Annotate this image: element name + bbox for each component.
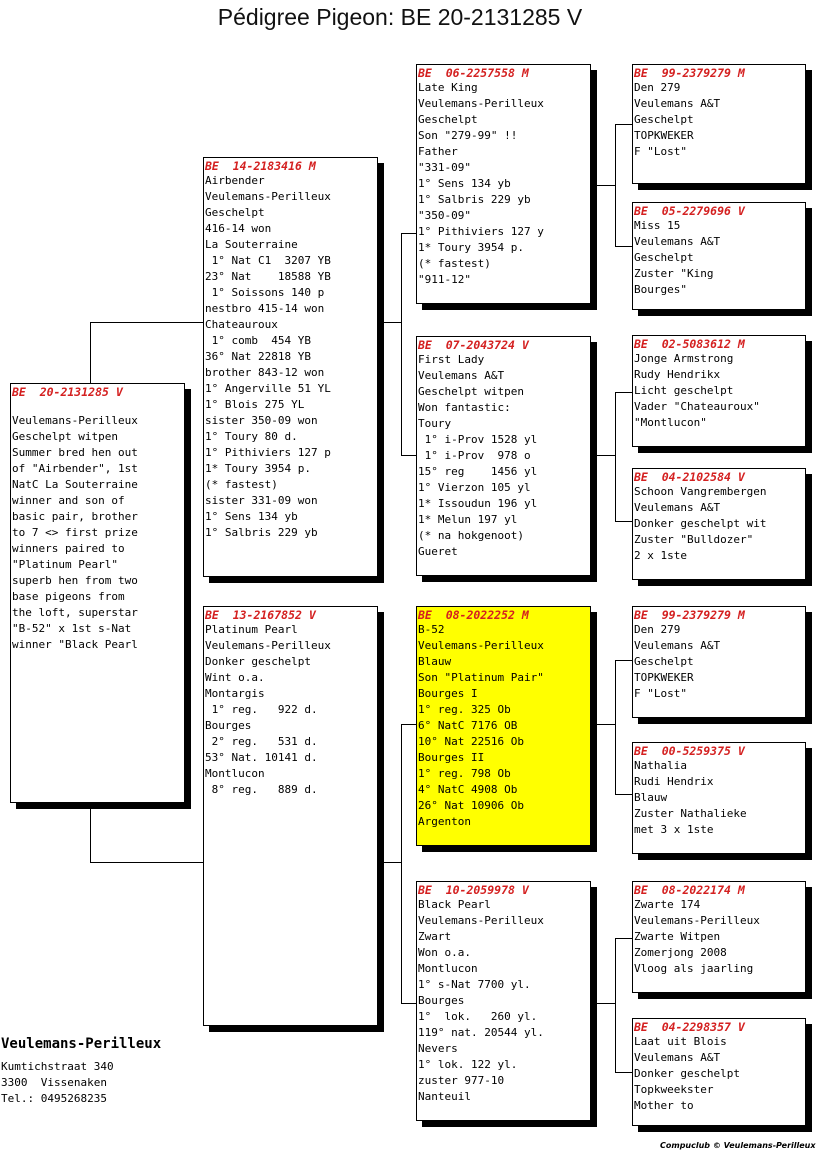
connector [90, 808, 91, 863]
maternal-grandmother-card[interactable] [416, 881, 591, 1121]
maternal-grandfather-card[interactable] [416, 606, 591, 846]
great-grandparent-card-fff[interactable] [632, 64, 806, 184]
ring-number: BE 02-5083612 M [634, 337, 745, 351]
ring-number: BE 08-2022174 M [634, 883, 745, 897]
pigeon-details: First Lady Veulemans A&T Geschelpt witpen Won fantastic: Toury 1° i-Prov 1528 yl 1° i-Prov 978 o 15° reg 1456 yl 1° Vierzon 105 yl 1* Issoudun 196 yl 1* Melun 197 yl (* na hokgenoot) Gueret [418, 353, 538, 558]
great-grandparent-card-fmf[interactable] [632, 335, 806, 447]
pigeon-details: Den 279 Veulemans A&T Geschelpt TOPKWEKER F "Lost" [634, 623, 721, 700]
connector [615, 246, 633, 247]
ring-number: BE 20-2131285 V [12, 385, 123, 399]
page-title: Pédigree Pigeon: BE 20-2131285 V [217, 4, 583, 30]
connector [596, 455, 616, 456]
great-grandparent-card-ffm[interactable] [632, 202, 806, 310]
ring-number: BE 04-2102584 V [634, 470, 745, 484]
owner-name: Veulemans-Perilleux [1, 1036, 162, 1052]
ring-number: BE 13-2167852 V [205, 608, 316, 622]
subject-card[interactable] [10, 383, 185, 803]
owner-phone: Tel.: 0495268235 [1, 1092, 107, 1105]
great-grandparent-card-mfm[interactable] [632, 742, 806, 854]
ring-number: BE 04-2298357 V [634, 1020, 745, 1034]
connector [401, 1003, 417, 1004]
great-grandparent-card-fmm[interactable] [632, 468, 806, 580]
connector [382, 862, 402, 863]
pigeon-details: Nathalia Rudi Hendrix Blauw Zuster Nathalieke met 3 x 1ste [634, 759, 747, 836]
connector [615, 1072, 633, 1073]
ring-number: BE 99-2379279 M [634, 608, 745, 622]
pigeon-details: Platinum Pearl Veulemans-Perilleux Donker geschelpt Wint o.a. Montargis 1° reg. 922 d. Bourges 2° reg. 531 d. 53° Nat. 10141 d. Montlucon 8° reg. 889 d. [205, 623, 331, 796]
ring-number: BE 05-2279696 V [634, 204, 745, 218]
father-card[interactable] [203, 157, 378, 577]
pigeon-details: Airbender Veulemans-Perilleux Geschelpt 416-14 won La Souterraine 1° Nat C1 3207 YB 23° Nat 18588 YB 1° Soissons 140 p nestbro 415-14 won Chateauroux 1° comb 454 YB 36° Nat 22818 YB brother 843-12 won 1° Angerville 51 YL 1° Blois 275 YL sister 350-09 won 1° Toury 80 d. 1° Pithiviers 127 p 1* Toury 3954 p. (* fastest) sister 331-09 won 1° Sens 134 yb 1° Salbris 229 yb [205, 174, 331, 539]
connector [615, 794, 633, 795]
pigeon-details: Jonge Armstrong Rudy Hendrikx Licht geschelpt Vader "Chateauroux" "Montlucon" [634, 352, 760, 429]
connector [615, 660, 616, 795]
ring-number: BE 99-2379279 M [634, 66, 745, 80]
connector [382, 322, 402, 323]
connector [90, 322, 204, 323]
great-grandparent-card-mmf[interactable] [632, 881, 806, 993]
ring-number: BE 06-2257558 M [418, 66, 529, 80]
connector [615, 938, 633, 939]
connector [615, 660, 633, 661]
pigeon-details: B-52 Veulemans-Perilleux Blauw Son "Platinum Pair" Bourges I 1° reg. 325 Ob 6° NatC 7176 OB 10° Nat 22516 Ob Bourges II 1° reg. 798 Ob 4° NatC 4908 Ob 26° Nat 10906 Ob Argenton [418, 623, 544, 828]
connector [615, 392, 633, 393]
pigeon-details: Laat uit Blois Veulemans A&T Donker geschelpt Topkweekster Mother to [634, 1035, 740, 1112]
paternal-grandmother-card[interactable] [416, 336, 591, 576]
pigeon-details: Schoon Vangrembergen Veulemans A&T Donker geschelpt wit Zuster "Bulldozer" 2 x 1ste [634, 485, 767, 562]
owner-street: Kumtichstraat 340 [1, 1060, 114, 1073]
ring-number: BE 10-2059978 V [418, 883, 529, 897]
connector [596, 724, 616, 725]
connector [615, 521, 633, 522]
connector [615, 124, 616, 247]
ring-number: BE 08-2022252 M [418, 608, 529, 622]
pigeon-details: Black Pearl Veulemans-Perilleux Zwart Won o.a. Montlucon 1° s-Nat 7700 yl. Bourges 1° lok. 260 yl. 119° nat. 20544 yl. Nevers 1° lok. 122 yl. zuster 977-10 Nanteuil [418, 898, 544, 1103]
connector [401, 455, 417, 456]
pigeon-details: Veulemans-Perilleux Geschelpt witpen Summer bred hen out of "Airbender", 1st NatC La Souterraine winner and son of basic pair, brother to 7 <> first prize winners paired to "Platinum Pearl" superb hen from two base pigeons from the loft, superstar "B-52" x 1st s-Nat winner "Black Pearl [12, 414, 138, 651]
connector [615, 392, 616, 522]
connector [90, 322, 91, 384]
ring-number: BE 00-5259375 V [634, 744, 745, 758]
connector [401, 724, 402, 1004]
mother-card[interactable] [203, 606, 378, 1026]
great-grandparent-card-mmm[interactable] [632, 1018, 806, 1126]
connector [90, 862, 204, 863]
owner-city: 3300 Vissenaken [1, 1076, 107, 1089]
connector [615, 938, 616, 1073]
great-grandparent-card-mff[interactable] [632, 606, 806, 718]
ring-number: BE 07-2043724 V [418, 338, 529, 352]
pigeon-details: Miss 15 Veulemans A&T Geschelpt Zuster "King Bourges" [634, 219, 721, 296]
connector [596, 185, 616, 186]
paternal-grandfather-card[interactable] [416, 64, 591, 304]
connector [596, 1003, 616, 1004]
connector [401, 233, 402, 456]
pigeon-details: Zwarte 174 Veulemans-Perilleux Zwarte Witpen Zomerjong 2008 Vloog als jaarling [634, 898, 760, 975]
pigeon-details: Late King Veulemans-Perilleux Geschelpt Son "279-99" !! Father "331-09" 1° Sens 134 yb 1° Salbris 229 yb "350-09" 1° Pithiviers 127 y 1* Toury 3954 p. (* fastest) "911-12" [418, 81, 544, 286]
ring-number: BE 14-2183416 M [205, 159, 316, 173]
footer-credit: Compuclub © Veulemans-Perilleux [660, 1141, 816, 1150]
connector [401, 233, 417, 234]
connector [615, 124, 633, 125]
connector [401, 724, 417, 725]
pigeon-details: Den 279 Veulemans A&T Geschelpt TOPKWEKER F "Lost" [634, 81, 721, 158]
